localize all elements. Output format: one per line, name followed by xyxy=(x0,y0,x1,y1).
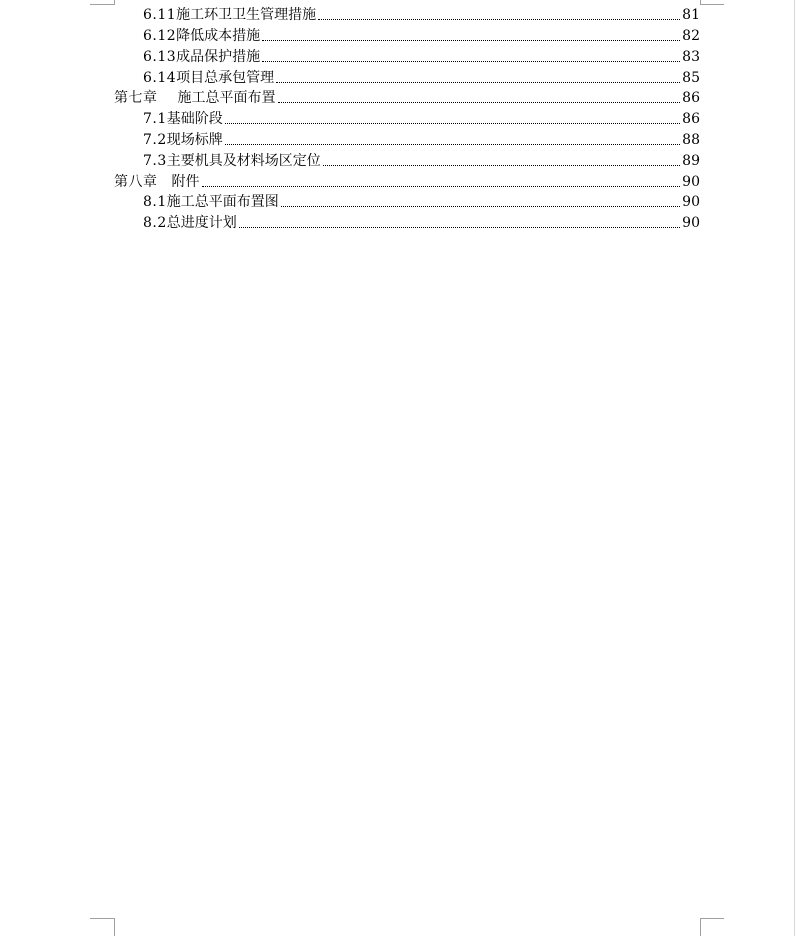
toc-page-number: 83 xyxy=(682,49,700,65)
section-number: 6.12 xyxy=(143,28,177,44)
toc-entry-label xyxy=(143,132,223,148)
crop-mark-top-left-vertical xyxy=(114,0,115,5)
toc-page-number: 81 xyxy=(682,7,700,23)
section-number: 6.11 xyxy=(143,7,177,23)
toc-page-number: 90 xyxy=(682,215,700,231)
toc-entry[interactable] xyxy=(114,170,700,190)
toc-entry-title: 项目总承包管理 xyxy=(176,70,275,86)
chapter-number: 第七章 xyxy=(114,90,158,106)
toc-entry[interactable] xyxy=(143,3,700,23)
crop-mark-bottom-right-vertical xyxy=(700,918,701,936)
section-number: 8.2 xyxy=(143,215,167,231)
toc-entry-label xyxy=(143,28,260,44)
toc-page-number: 86 xyxy=(682,111,700,127)
toc-entry-label xyxy=(143,49,260,65)
section-number: 6.14 xyxy=(143,70,177,86)
toc-entry[interactable] xyxy=(114,86,700,106)
section-number: 7.3 xyxy=(143,153,167,169)
toc-entry[interactable] xyxy=(143,45,700,65)
dot-leader xyxy=(323,164,680,166)
dot-leader xyxy=(281,205,680,207)
dot-leader xyxy=(262,60,680,62)
crop-mark-bottom-left-horizontal xyxy=(90,918,114,919)
toc-entry-label xyxy=(114,90,276,106)
crop-mark-top-right-vertical xyxy=(700,0,701,5)
crop-mark-top-left-horizontal xyxy=(90,4,114,5)
toc-page-number: 86 xyxy=(682,90,700,106)
toc-entry[interactable] xyxy=(143,149,700,169)
toc-entry-title: 施工环卫卫生管理措施 xyxy=(176,7,317,23)
dot-leader xyxy=(318,18,680,20)
dot-leader xyxy=(262,39,680,41)
dot-leader xyxy=(276,81,680,83)
toc-entry-label xyxy=(143,153,321,169)
toc-entry[interactable] xyxy=(143,66,700,86)
toc-entry[interactable] xyxy=(143,128,700,148)
toc-entry-title: 总进度计划 xyxy=(166,215,237,231)
toc-entry[interactable] xyxy=(143,211,700,231)
toc-page-number: 90 xyxy=(682,174,700,190)
toc-entry[interactable] xyxy=(143,24,700,44)
toc-entry-title: 基础阶段 xyxy=(166,111,223,127)
toc-entry-title: 降低成本措施 xyxy=(176,28,261,44)
dot-leader xyxy=(225,122,680,124)
crop-mark-bottom-right-horizontal xyxy=(700,918,724,919)
toc-entry-title: 主要机具及材料场区定位 xyxy=(166,153,321,169)
dot-leader xyxy=(202,185,681,187)
chapter-number: 第八章 xyxy=(114,174,158,190)
toc-entry-label xyxy=(143,111,223,127)
toc-entry-title: 施工总平面布置图 xyxy=(166,194,279,210)
toc-page-number: 85 xyxy=(682,70,700,86)
toc-entry-title: 附件 xyxy=(171,174,200,190)
toc-page-number: 82 xyxy=(682,28,700,44)
section-number: 7.2 xyxy=(143,132,167,148)
dot-leader xyxy=(278,101,681,103)
toc-page-number: 89 xyxy=(682,153,700,169)
toc-entry-title: 现场标牌 xyxy=(166,132,223,148)
toc-entry-title: 施工总平面布置 xyxy=(177,90,276,106)
crop-mark-top-right-horizontal xyxy=(700,4,724,5)
toc-entry[interactable] xyxy=(143,107,700,127)
section-number: 8.1 xyxy=(143,194,167,210)
toc-entry-label xyxy=(143,215,237,231)
dot-leader xyxy=(225,143,680,145)
toc-page-number: 88 xyxy=(682,132,700,148)
section-number: 7.1 xyxy=(143,111,167,127)
toc-entry-label xyxy=(143,7,316,23)
crop-mark-bottom-left-vertical xyxy=(114,918,115,936)
dot-leader xyxy=(239,226,680,228)
toc-entry-label xyxy=(143,194,279,210)
toc-entry-title: 成品保护措施 xyxy=(176,49,261,65)
toc-page-number: 90 xyxy=(682,194,700,210)
toc-entry[interactable] xyxy=(143,190,700,210)
toc-entry-label xyxy=(114,174,200,190)
section-number: 6.13 xyxy=(143,49,177,65)
toc-entry-label xyxy=(143,70,274,86)
